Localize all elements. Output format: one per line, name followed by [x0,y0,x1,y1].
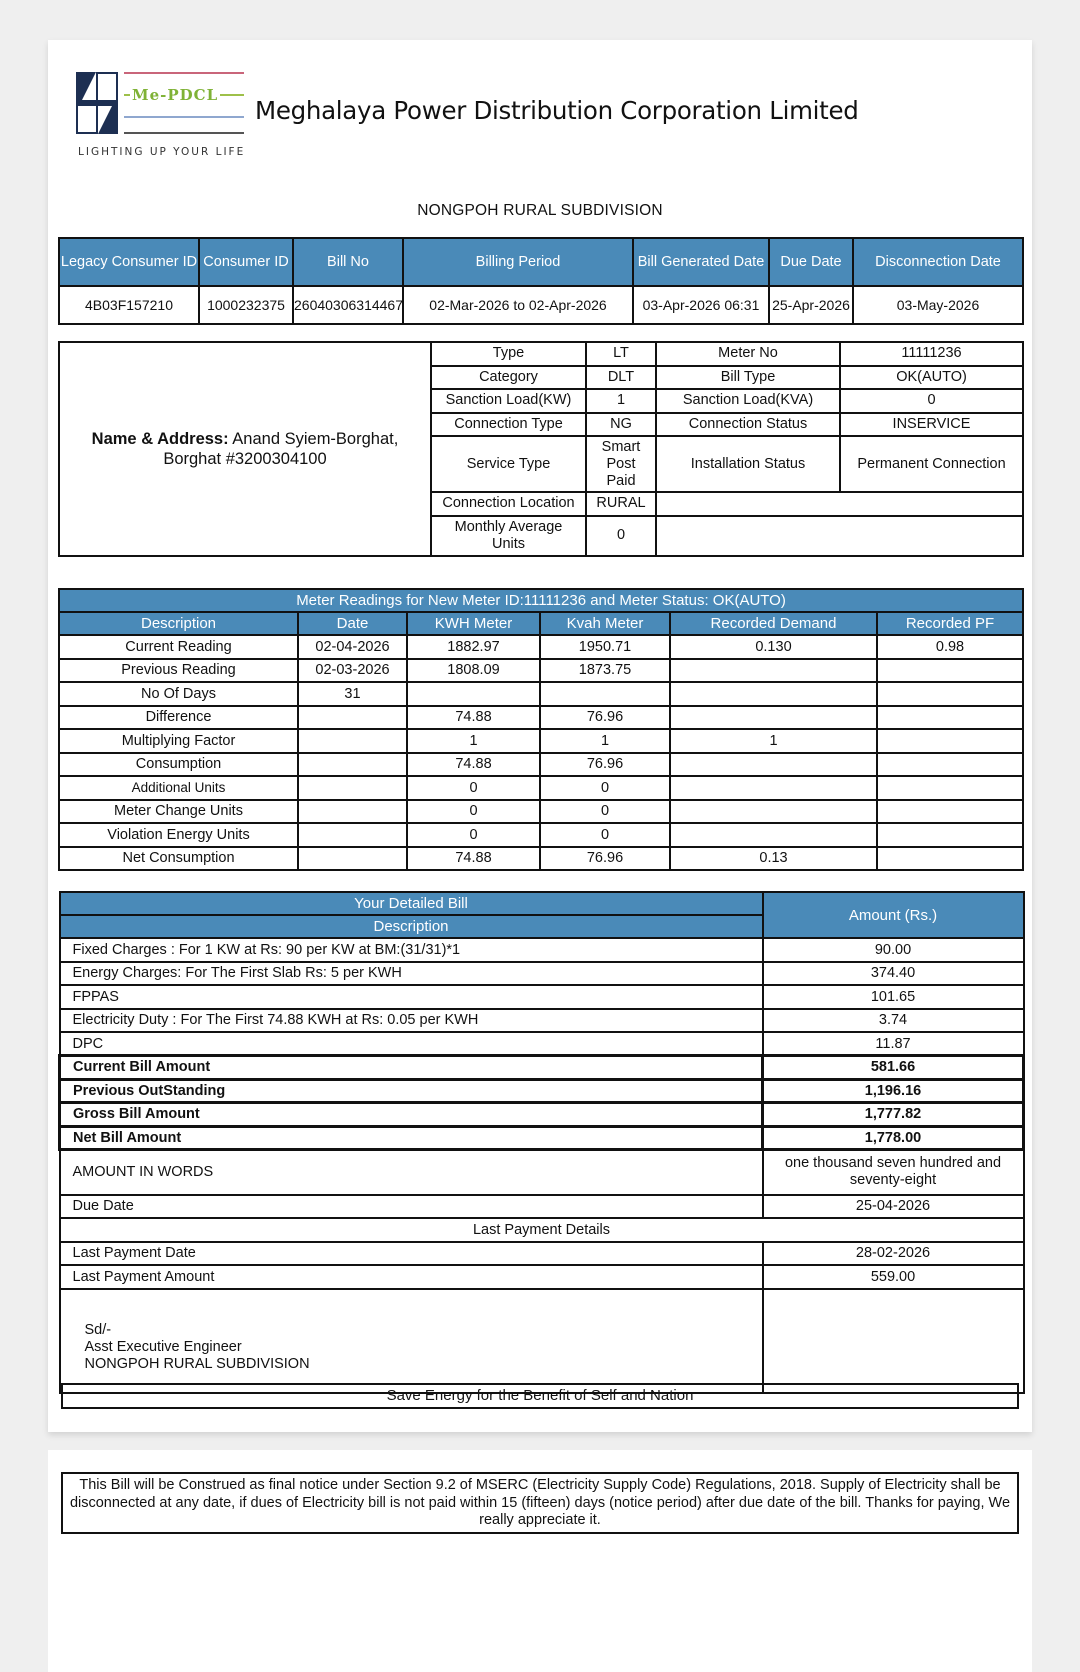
meter-cell [298,753,407,777]
meter-cell [877,706,1023,730]
connection-location-label: Connection Location [431,492,586,516]
meter-cell: Violation Energy Units [59,823,298,847]
meter-cell: 1950.71 [540,635,670,659]
connection-details-table [58,341,1024,557]
charge-row [60,962,1024,986]
logo-lines [124,72,244,134]
meter-column-header: Date [298,612,407,635]
meter-cell [670,800,877,824]
signatory-office: NONGPOH RURAL SUBDIVISION [84,1355,310,1372]
due-date: 25-Apr-2026 [769,286,853,324]
header-row [59,238,1023,286]
bill-due-date-label: Due Date [60,1195,763,1219]
service-type-label: Service Type [431,436,586,492]
last-payment-date-value: 28-02-2026 [763,1242,1024,1266]
meter-cell: 0 [540,776,670,800]
meter-reading-row [59,729,1023,753]
notice-section [48,1450,1032,1672]
meter-cell: 1 [540,729,670,753]
charge-amount: 101.65 [763,985,1024,1009]
charge-description: FPPAS [60,985,763,1009]
meter-cell [877,659,1023,683]
meter-reading-row [59,776,1023,800]
meter-column-header: Description [59,612,298,635]
meter-cell: 76.96 [540,706,670,730]
meter-cell: 1873.75 [540,659,670,683]
meter-cell: Meter Change Units [59,800,298,824]
sanction-load-kva-value: 0 [840,389,1023,413]
meter-cell [877,682,1023,706]
detailed-bill-title: Your Detailed Bill [60,892,763,915]
meter-cell [877,800,1023,824]
empty-cell [656,516,1023,556]
connection-type-label: Connection Type [431,413,586,437]
meter-column-header: KWH Meter [407,612,540,635]
charge-description: Energy Charges: For The First Slab Rs: 5 per KWH [60,962,763,986]
category-value: DLT [586,366,656,390]
total-amount: 1,777.82 [763,1103,1024,1127]
total-row [60,1103,1024,1127]
meter-reading-row [59,753,1023,777]
service-type-value: Smart Post Paid [586,436,656,492]
meter-cell: 0.13 [670,847,877,871]
name-address-cell [59,342,431,556]
meter-cell: Consumption [59,753,298,777]
meter-cell [298,800,407,824]
meter-cell: 74.88 [407,753,540,777]
meter-column-header: Kvah Meter [540,612,670,635]
amount-in-words-label: AMOUNT IN WORDS [60,1150,763,1195]
total-label: Gross Bill Amount [60,1103,763,1127]
installation-status-value: Permanent Connection [840,436,1023,492]
header-cell: Legacy Consumer ID [59,238,199,286]
meter-column-header: Recorded Demand [670,612,877,635]
meter-cell: 0 [540,823,670,847]
header-values-row [59,286,1023,324]
meter-cell: Difference [59,706,298,730]
meter-readings-title: Meter Readings for New Meter ID:11111236 and Meter Status: OK(AUTO) [59,589,1023,612]
meter-cell: 74.88 [407,706,540,730]
total-label: Current Bill Amount [60,1056,763,1080]
connection-type-value: NG [586,413,656,437]
meter-cell: 0.130 [670,635,877,659]
meter-cell [670,682,877,706]
meter-cell: No Of Days [59,682,298,706]
meter-cell [670,659,877,683]
charge-row [60,985,1024,1009]
charge-description: Electricity Duty : For The First 74.88 KWH at Rs: 0.05 per KWH [60,1009,763,1033]
meter-cell [877,847,1023,871]
charge-row [60,938,1024,962]
disconnection-date: 03-May-2026 [853,286,1023,324]
meter-cell: 0 [540,800,670,824]
amount-in-words-value: one thousand seven hundred and seventy-eight [763,1150,1024,1195]
total-row [60,1056,1024,1080]
last-payment-amount-value: 559.00 [763,1265,1024,1289]
meter-reading-row [59,847,1023,871]
amount-header: Amount (Rs.) [763,892,1024,938]
meter-cell [877,753,1023,777]
meter-cell: 0 [407,776,540,800]
meter-cell [298,823,407,847]
monthly-average-units-value: 0 [586,516,656,556]
meter-cell: 02-04-2026 [298,635,407,659]
meter-cell [670,776,877,800]
charge-amount: 374.40 [763,962,1024,986]
meter-cell [298,776,407,800]
meter-cell: 1882.97 [407,635,540,659]
meter-cell: 76.96 [540,753,670,777]
empty-cell [656,492,1023,516]
total-label: Previous OutStanding [60,1079,763,1103]
meter-header-row [59,612,1023,635]
header-cell: Bill No [293,238,403,286]
meter-reading-row [59,682,1023,706]
monthly-average-units-label: Monthly Average Units [431,516,586,556]
signature-line: Sd/- [84,1321,112,1338]
connection-status-value: INSERVICE [840,413,1023,437]
signatory-title: Asst Executive Engineer [84,1338,242,1355]
meter-cell: Multiplying Factor [59,729,298,753]
bill-type-value: OK(AUTO) [840,366,1023,390]
meter-cell: 0.98 [877,635,1023,659]
meter-cell: 31 [298,682,407,706]
consumer-id: 1000232375 [199,286,293,324]
meter-reading-row [59,823,1023,847]
empty-cell [763,1289,1024,1393]
meter-column-header: Recorded PF [877,612,1023,635]
bill-generated-date: 03-Apr-2026 06:31 [633,286,769,324]
meter-cell: Additional Units [59,776,298,800]
total-amount: 1,778.00 [763,1126,1024,1150]
meter-reading-row [59,706,1023,730]
bill-header-table [58,237,1024,325]
company-name: Meghalaya Power Distribution Corporation Limited [255,96,859,125]
type-value: LT [586,342,656,366]
meter-reading-row [59,659,1023,683]
final-notice: This Bill will be Construed as final notice under Section 9.2 of MSERC (Electricity Supply Code) Regulations, 2018. Supply of Electricity shall be disconnected at any date, if dues of Electricity bill is not paid within 15 (fifteen) days (notice period) after due date of the bill. Thanks for paying, We really appreciate it. [61,1472,1019,1534]
meter-cell: 76.96 [540,847,670,871]
meter-cell [670,753,877,777]
billing-period: 02-Mar-2026 to 02-Apr-2026 [403,286,633,324]
charge-amount: 3.74 [763,1009,1024,1033]
sanction-load-kw-value: 1 [586,389,656,413]
meter-cell [298,729,407,753]
header-cell: Consumer ID [199,238,293,286]
installation-status-label: Installation Status [656,436,840,492]
meter-cell [877,729,1023,753]
meter-readings-table [58,588,1024,871]
category-label: Category [431,366,586,390]
last-payment-heading: Last Payment Details [60,1218,1024,1242]
meter-cell [670,823,877,847]
company-logo [76,70,251,160]
meter-cell [298,847,407,871]
meter-cell [407,682,540,706]
charge-row [60,1009,1024,1033]
charge-amount: 11.87 [763,1032,1024,1056]
header-cell: Disconnection Date [853,238,1023,286]
subdivision-title: NONGPOH RURAL SUBDIVISION [417,202,663,219]
charge-row [60,1032,1024,1056]
type-label: Type [431,342,586,366]
meter-reading-row [59,635,1023,659]
connection-status-label: Connection Status [656,413,840,437]
total-row [60,1126,1024,1150]
name-address-value: Anand Syiem-Borghat, Borghat #3200304100 [163,429,399,468]
meter-cell [298,706,407,730]
meter-cell: Net Consumption [59,847,298,871]
meter-cell [540,682,670,706]
detailed-bill-table [58,891,1025,1394]
bill-page [48,40,1032,1432]
meter-cell: 02-03-2026 [298,659,407,683]
meter-cell [670,706,877,730]
legacy-consumer-id: 4B03F157210 [59,286,199,324]
description-header: Description [60,915,763,938]
meter-no-value: 11111236 [840,342,1023,366]
header-cell: Bill Generated Date [633,238,769,286]
meter-cell: 0 [407,800,540,824]
total-amount: 581.66 [763,1056,1024,1080]
header-cell: Due Date [769,238,853,286]
meter-cell: Current Reading [59,635,298,659]
total-row [60,1079,1024,1103]
save-energy-slogan: Save Energy for the Benefit of Self and Nation [61,1383,1019,1409]
charge-description: DPC [60,1032,763,1056]
total-label: Net Bill Amount [60,1126,763,1150]
meter-cell: 1 [407,729,540,753]
bill-due-date-value: 25-04-2026 [763,1195,1024,1219]
charge-description: Fixed Charges : For 1 KW at Rs: 90 per KW at BM:(31/31)*1 [60,938,763,962]
meter-cell: 0 [407,823,540,847]
last-payment-date-label: Last Payment Date [60,1242,763,1266]
meter-reading-row [59,800,1023,824]
name-address-label: Name & Address: [91,429,229,448]
meter-cell: Previous Reading [59,659,298,683]
last-payment-amount-label: Last Payment Amount [60,1265,763,1289]
charge-amount: 90.00 [763,938,1024,962]
logo-tagline: LIGHTING UP YOUR LIFE [78,146,246,158]
sanction-load-kw-label: Sanction Load(KW) [431,389,586,413]
meter-no-label: Meter No [656,342,840,366]
bill-no: 26040306314467 [293,286,403,324]
meter-cell: 1 [670,729,877,753]
meter-cell [877,776,1023,800]
header-cell: Billing Period [403,238,633,286]
logo-brand-text: Me-PDCL [132,86,219,104]
lightning-bolt-logo-icon [76,72,118,134]
meter-cell: 74.88 [407,847,540,871]
connection-location-value: RURAL [586,492,656,516]
meter-cell [877,823,1023,847]
meter-cell: 1808.09 [407,659,540,683]
signature-block [60,1289,763,1393]
total-amount: 1,196.16 [763,1079,1024,1103]
bill-type-label: Bill Type [656,366,840,390]
sanction-load-kva-label: Sanction Load(KVA) [656,389,840,413]
